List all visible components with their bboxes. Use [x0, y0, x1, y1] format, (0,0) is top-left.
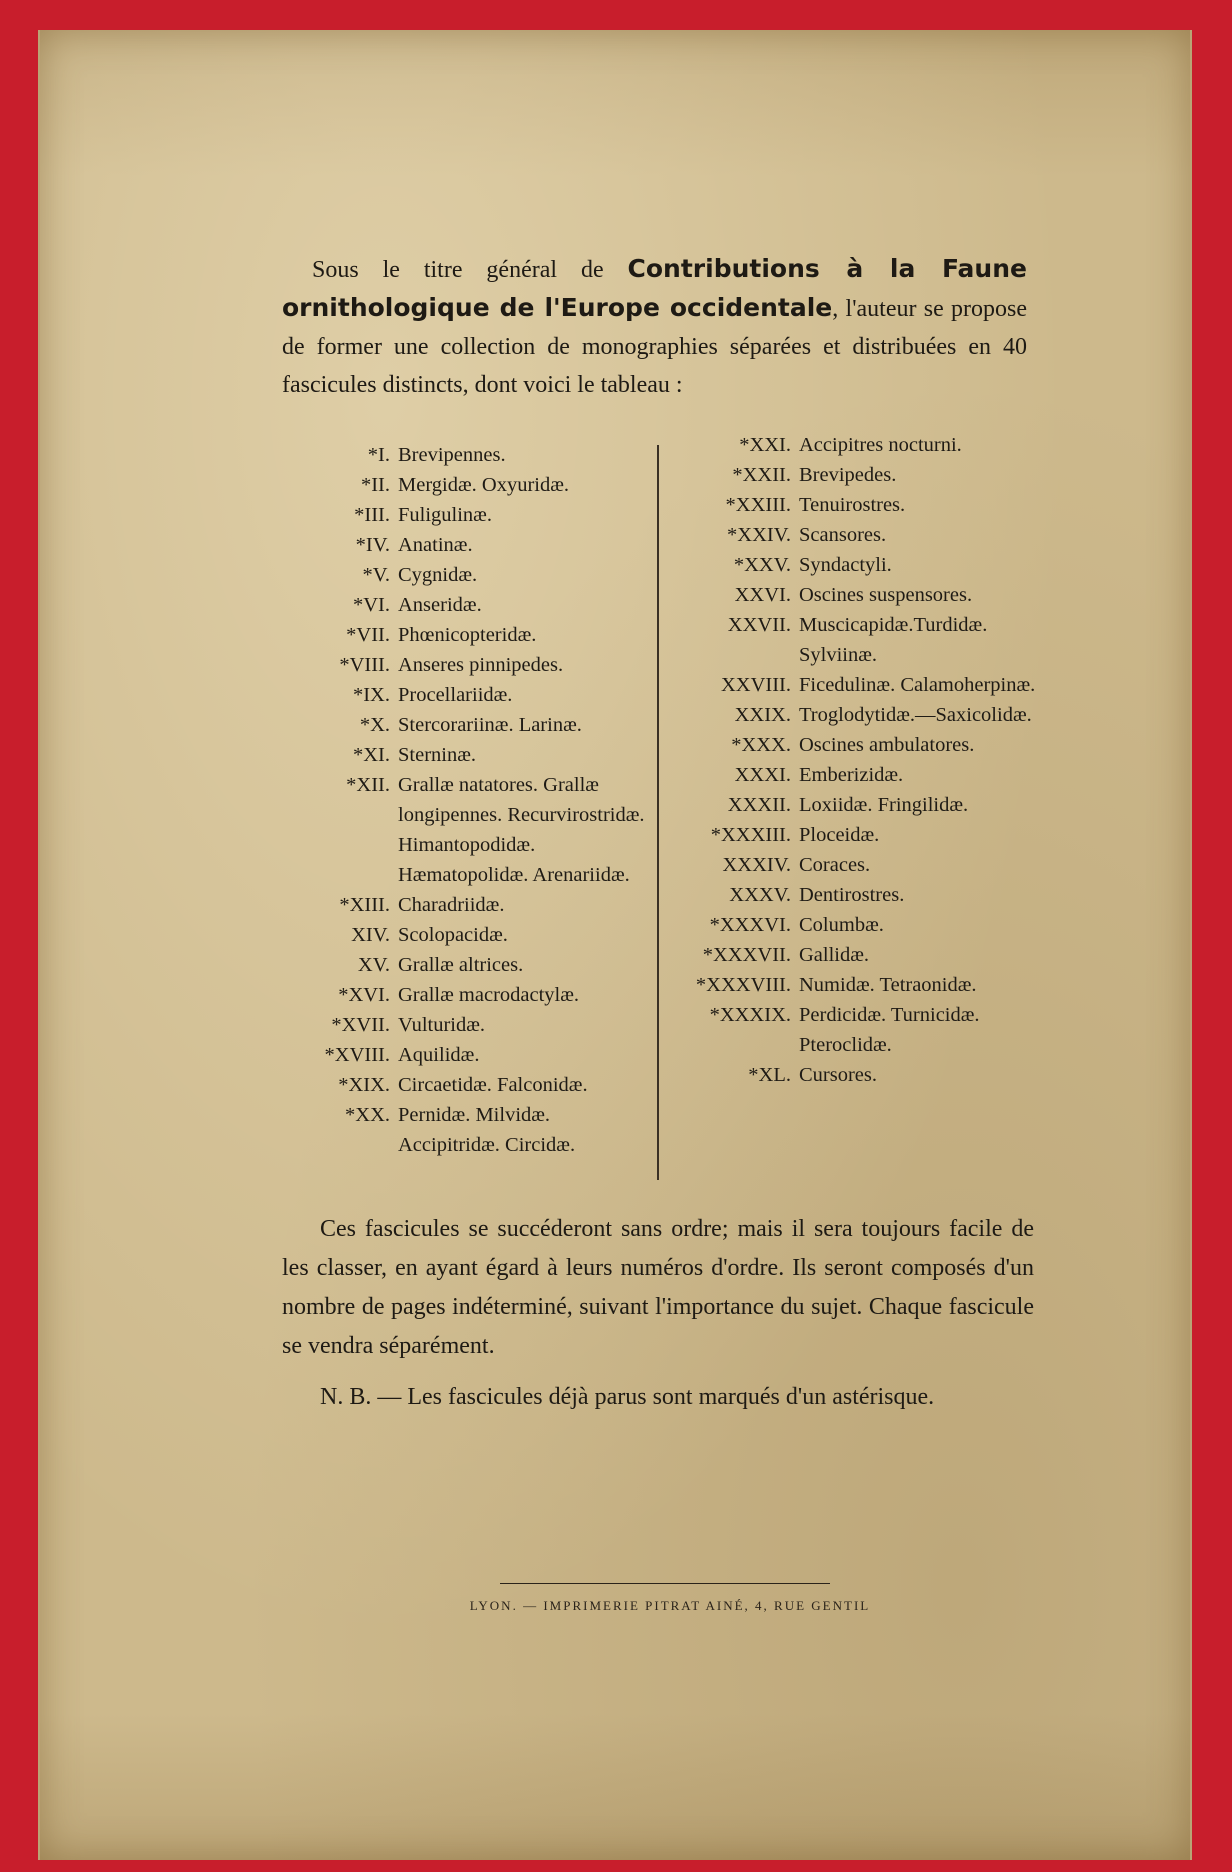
fascicle-entry	[668, 940, 1048, 970]
fascicle-title: Coraces.	[799, 854, 871, 876]
fascicle-entry	[310, 950, 650, 980]
fascicle-title: Ficedulinæ. Calamoherpinæ.	[799, 674, 1036, 696]
fascicle-entry	[310, 770, 650, 890]
fascicle-entry	[668, 880, 1048, 910]
fascicle-number: *XX.	[345, 1104, 390, 1126]
fascicle-number: XXXI.	[734, 764, 791, 786]
imprint-rule	[500, 1583, 830, 1584]
fascicle-title: Cursores.	[799, 1064, 878, 1086]
fascicle-number: *XXXVIII.	[695, 974, 791, 996]
fascicle-entry	[668, 730, 1048, 760]
fascicle-title: Scansores.	[799, 524, 887, 546]
fascicle-title: Grallæ macrodactylæ.	[398, 984, 580, 1006]
fascicle-entry	[310, 530, 650, 560]
fascicle-number: *IV.	[355, 534, 390, 556]
fascicle-number: *IX.	[352, 684, 390, 706]
fascicle-number: *XXXVI.	[709, 914, 791, 936]
fascicle-entry	[310, 740, 650, 770]
fascicle-entry	[668, 910, 1048, 940]
fascicle-number: *X.	[359, 714, 390, 736]
fascicle-entry	[668, 970, 1048, 1000]
fascicle-entry	[668, 460, 1048, 490]
fascicle-number: *XXI.	[739, 434, 791, 456]
fascicle-number: *XXXIII.	[710, 824, 791, 846]
fascicle-entry	[310, 500, 650, 530]
fascicle-title: Anseres pinnipedes.	[398, 654, 564, 676]
fascicle-title: Emberizidæ.	[799, 764, 904, 786]
fascicle-entry	[668, 700, 1048, 730]
fascicle-entry	[668, 490, 1048, 520]
fascicle-number: *XII.	[346, 774, 390, 796]
fascicle-title: Procellariidæ.	[398, 684, 513, 706]
fascicle-entry	[310, 1040, 650, 1070]
fascicle-number: *XXX.	[731, 734, 791, 756]
fascicle-title: Brevipennes.	[398, 444, 506, 466]
fascicle-entry	[310, 650, 650, 680]
fascicle-title: Vulturidæ.	[398, 1014, 486, 1036]
fascicle-entry	[668, 610, 1048, 670]
fascicle-title: Stercorariinæ. Larinæ.	[398, 714, 582, 736]
intro-prefix: Sous le titre général de	[312, 257, 628, 283]
fascicle-number: XV.	[357, 954, 390, 976]
fascicle-number: *XXV.	[733, 554, 791, 576]
fascicle-title: Phœnicopteridæ.	[398, 624, 537, 646]
fascicle-title: Fuligulinæ.	[398, 504, 492, 526]
fascicle-title: Aquilidæ.	[398, 1044, 480, 1066]
intro-paragraph	[282, 250, 1027, 404]
fascicle-number: *V.	[362, 564, 390, 586]
fascicle-title: Gallidæ.	[799, 944, 870, 966]
fascicle-title: Grallæ altrices.	[398, 954, 524, 976]
fascicle-title: Muscicapidæ.Turdidæ. Sylviinæ.	[799, 614, 988, 666]
fascicle-number: *VI.	[352, 594, 390, 616]
fascicle-number: *XXII.	[732, 464, 791, 486]
fascicle-title: Dentirostres.	[799, 884, 905, 906]
fascicle-title: Sterninæ.	[398, 744, 477, 766]
fascicle-entry	[310, 1070, 650, 1100]
intro-title: Contributions à la Faune ornithologique de l'Europe occidentale	[282, 254, 1027, 322]
fascicle-entry	[668, 820, 1048, 850]
fascicle-title: Grallæ natatores. Grallæ longipennes. Recurvirostridæ. Himantopodidæ. Hæmatopolidæ. Arenariidæ.	[398, 774, 645, 886]
fascicle-entry	[310, 590, 650, 620]
fascicle-title: Charadriidæ.	[398, 894, 505, 916]
fascicle-entry	[310, 920, 650, 950]
fascicle-number: *XVII.	[331, 1014, 390, 1036]
ordering-paragraph: Ces fascicules se succéderont sans ordre; mais il sera toujours facile de les classer, en ayant égard à leurs numéros d'ordre. Ils seront composés d'un nombre de pages indéterminé, suivant l'importance du sujet. Chaque fascicule se vendra séparément.	[282, 1216, 1034, 1359]
fascicle-title: Numidæ. Tetraonidæ.	[799, 974, 977, 996]
fascicle-title: Pernidæ. Milvidæ. Accipitridæ. Circidæ.	[398, 1104, 576, 1156]
fascicle-number: *XI.	[352, 744, 390, 766]
fascicle-number: *XVIII.	[324, 1044, 390, 1066]
fascicle-list-left	[310, 440, 650, 1160]
fascicle-number: *XL.	[748, 1064, 791, 1086]
fascicle-title: Scolopacidæ.	[398, 924, 508, 946]
fascicle-number: *XXIV.	[727, 524, 791, 546]
fascicle-entry	[668, 520, 1048, 550]
fascicle-number: *XIII.	[339, 894, 390, 916]
fascicle-number: *XVI.	[338, 984, 390, 1006]
fascicle-entry	[310, 890, 650, 920]
fascicle-number: *VII.	[346, 624, 390, 646]
fascicle-entry	[310, 470, 650, 500]
fascicle-entry	[310, 440, 650, 470]
fascicle-title: Cygnidæ.	[398, 564, 478, 586]
fascicle-number: XXXII.	[727, 794, 791, 816]
fascicle-title: Brevipedes.	[799, 464, 897, 486]
printer-imprint: LYON. — IMPRIMERIE PITRAT AINÉ, 4, RUE GENTIL	[469, 1598, 871, 1613]
fascicle-number: *III.	[354, 504, 390, 526]
fascicle-title: Anseridæ.	[398, 594, 482, 616]
fascicle-entry	[668, 550, 1048, 580]
fascicle-title: Loxiidæ. Fringilidæ.	[799, 794, 969, 816]
fascicle-title: Oscines ambulatores.	[799, 734, 975, 756]
fascicle-entry	[310, 1010, 650, 1040]
fascicle-number: *XXIII.	[725, 494, 791, 516]
fascicle-entry	[310, 710, 650, 740]
fascicle-number: *I.	[367, 444, 390, 466]
fascicle-title: Circaetidæ. Falconidæ.	[398, 1074, 588, 1096]
fascicle-number: XIV.	[351, 924, 390, 946]
fascicle-title: Ploceidæ.	[799, 824, 880, 846]
fascicle-title: Oscines suspensores.	[799, 584, 973, 606]
fascicle-number: XXXV.	[729, 884, 791, 906]
fascicle-entry	[668, 1000, 1048, 1060]
fascicle-number: XXVII.	[727, 614, 791, 636]
fascicle-entry	[668, 790, 1048, 820]
fascicle-title: Syndactyli.	[799, 554, 892, 576]
fascicle-entry	[668, 670, 1048, 700]
fascicle-number: *VIII.	[339, 654, 390, 676]
fascicle-title: Anatinæ.	[398, 534, 473, 556]
fascicle-entry	[310, 980, 650, 1010]
intro-suffix: , l'auteur se propose de former une collection de monographies séparées et distribuées en 40 fascicules distincts, dont voici le tableau :	[282, 296, 1028, 398]
fascicle-entry	[310, 560, 650, 590]
fascicle-list-right	[668, 430, 1048, 1090]
fascicle-number: XXVIII.	[720, 674, 791, 696]
fascicle-number: *XXXIX.	[709, 1004, 791, 1026]
fascicle-entry	[668, 760, 1048, 790]
fascicle-title: Tenuirostres.	[799, 494, 906, 516]
fascicle-entry	[668, 1060, 1048, 1090]
fascicle-number: XXIX.	[734, 704, 791, 726]
fascicle-number: *XXXVII.	[702, 944, 791, 966]
asterisk-note: N. B. — Les fascicules déjà parus sont marqués d'un astérisque.	[320, 1384, 935, 1410]
fascicle-entry	[668, 850, 1048, 880]
document-page	[38, 30, 1192, 1860]
fascicle-title: Mergidæ. Oxyuridæ.	[398, 474, 570, 496]
fascicle-entry	[310, 620, 650, 650]
fascicle-number: *XIX.	[338, 1074, 390, 1096]
fascicle-entry	[310, 680, 650, 710]
fascicle-entry	[668, 580, 1048, 610]
fascicle-title: Perdicidæ. Turnicidæ. Pteroclidæ.	[799, 1004, 980, 1056]
fascicle-title: Accipitres nocturni.	[799, 434, 962, 456]
fascicle-title: Columbæ.	[799, 914, 884, 936]
column-divider	[657, 445, 659, 1180]
fascicle-number: XXVI.	[734, 584, 791, 606]
fascicle-title: Troglodytidæ.—Saxicolidæ.	[799, 704, 1032, 726]
notes-block	[282, 1210, 1034, 1429]
fascicle-entry	[668, 430, 1048, 460]
fascicle-number: *II.	[360, 474, 390, 496]
fascicle-number: XXXIV.	[722, 854, 791, 876]
fascicle-entry	[310, 1100, 650, 1160]
